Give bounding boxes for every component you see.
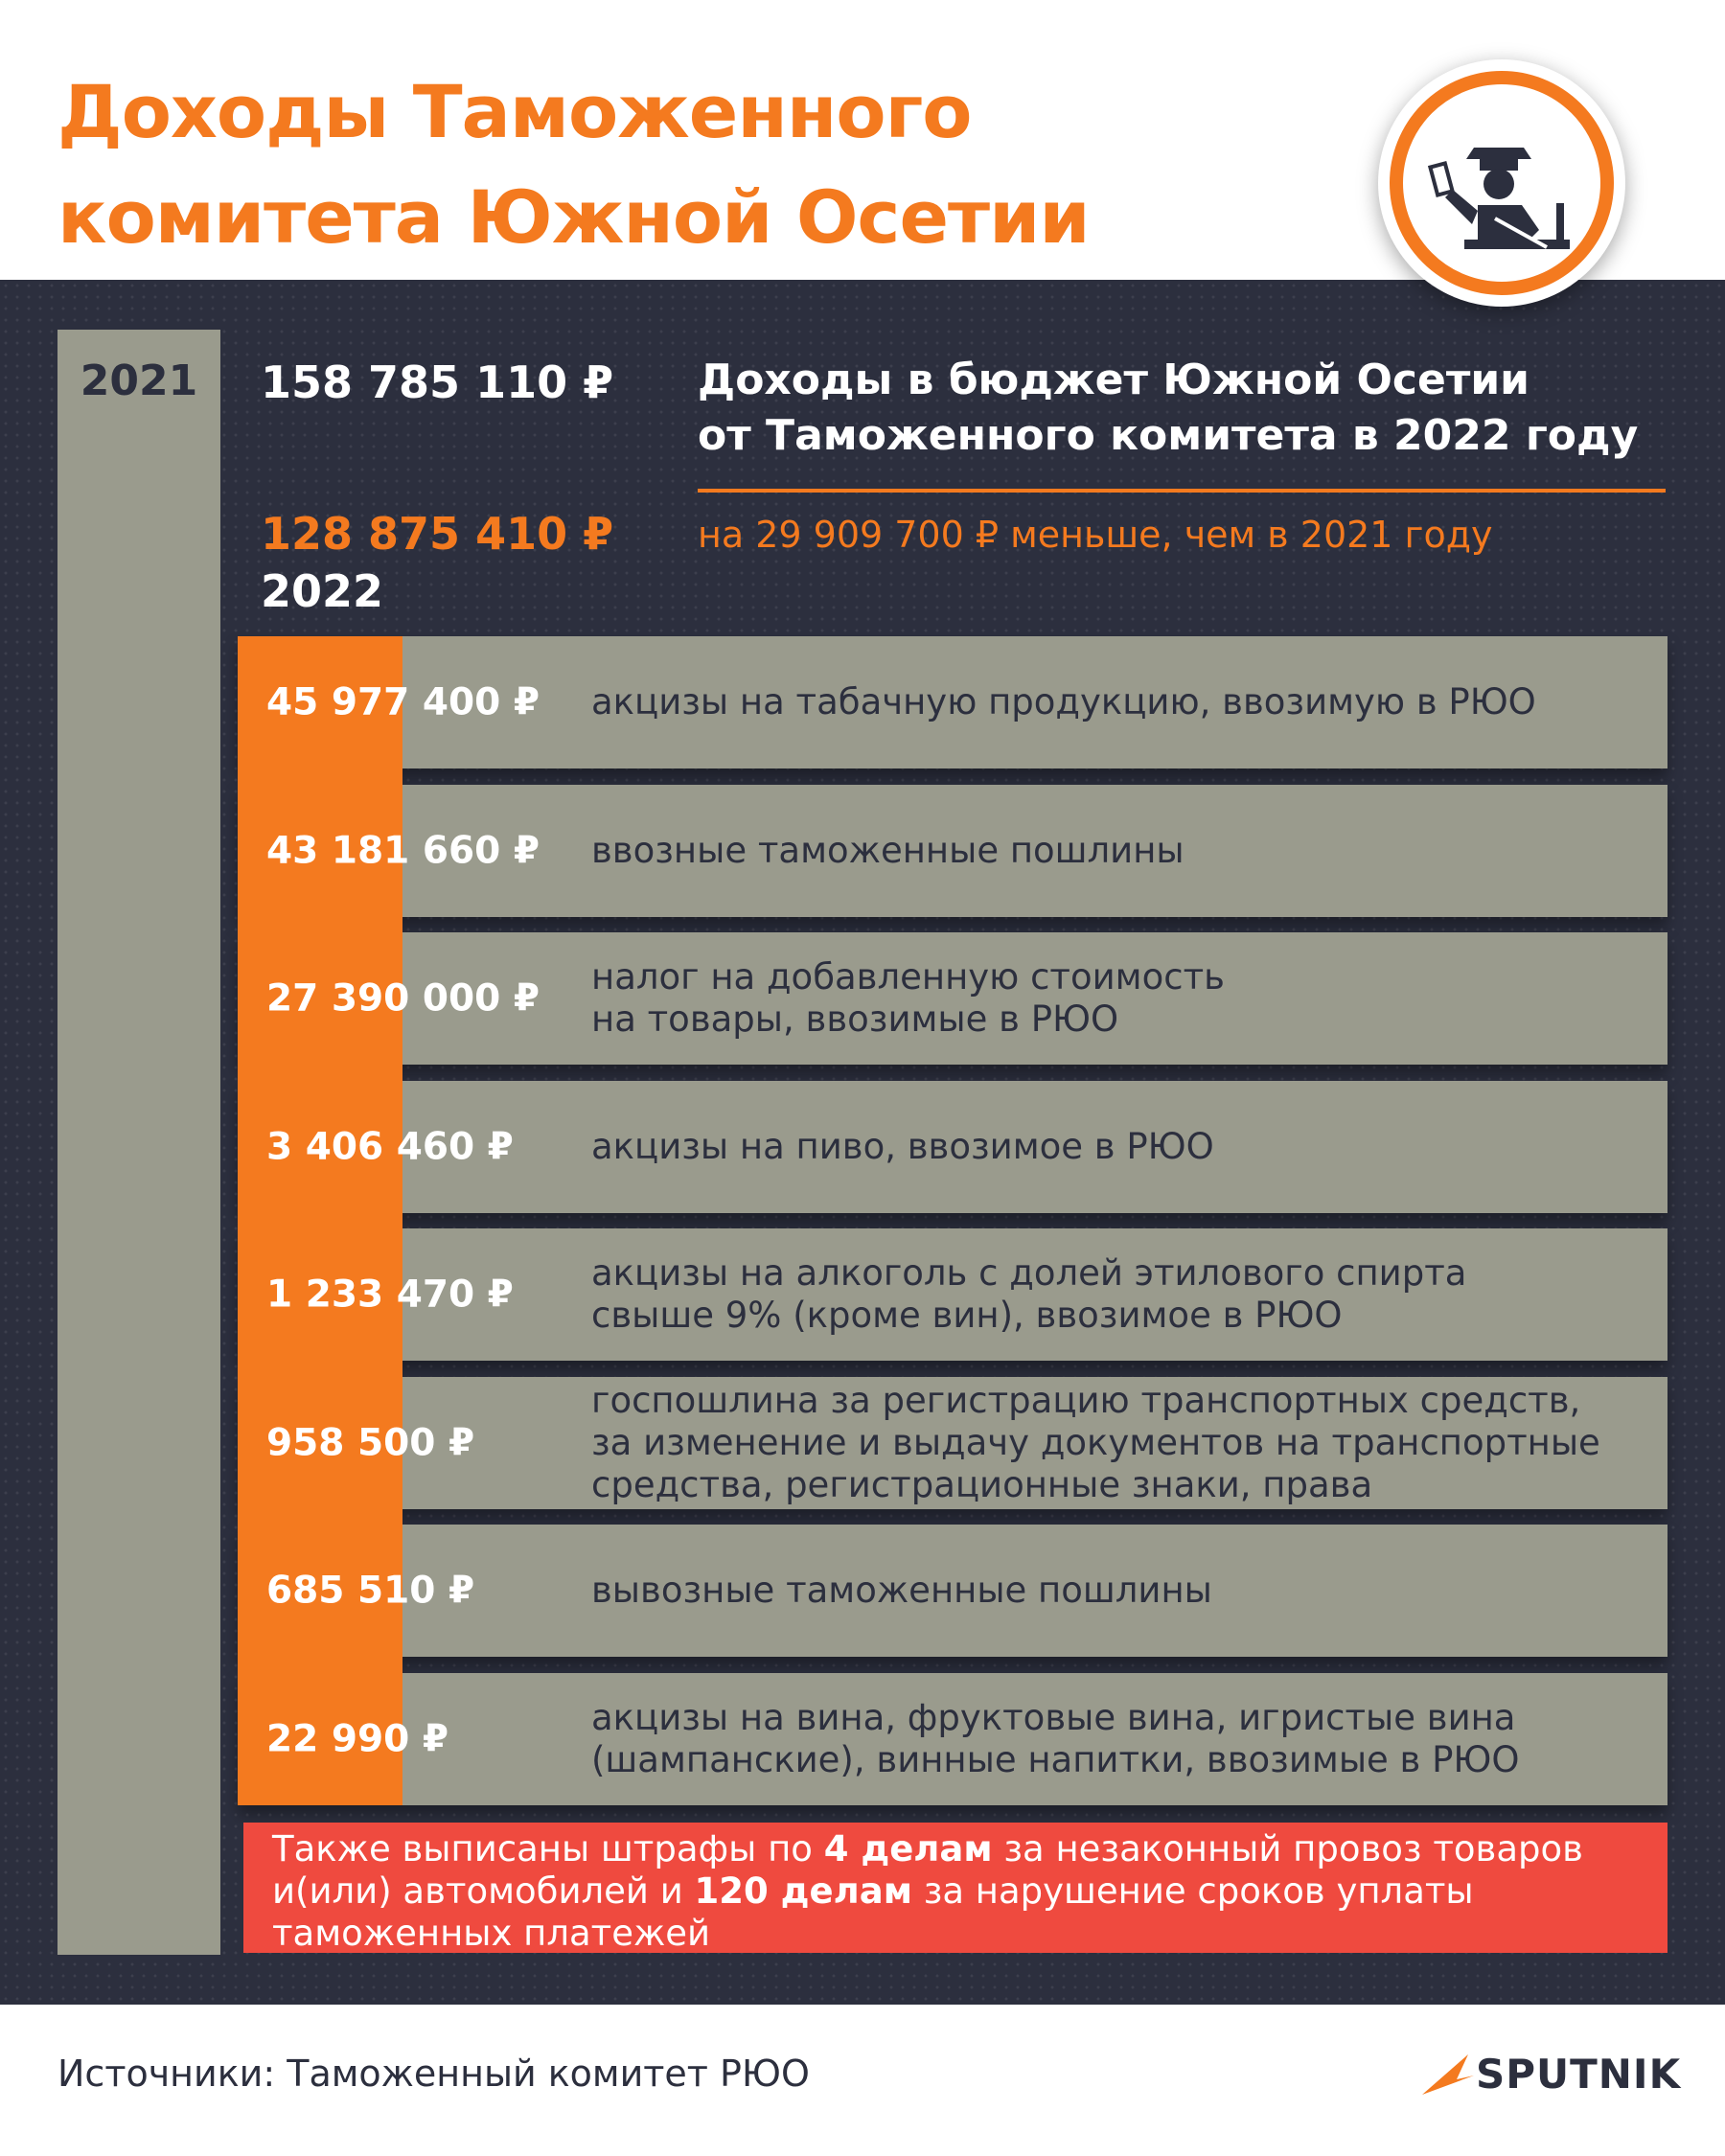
breakdown-value: 1 233 470 ₽ (266, 1273, 514, 1317)
total-2022-value: 128 875 410 ₽ (261, 508, 614, 560)
fines-count-1: 4 делам (823, 1828, 993, 1869)
year-2022-label: 2022 (261, 565, 384, 617)
fines-text-part-3: за нарушение сроков уплаты таможенных платежей (272, 1870, 1474, 1954)
breakdown-description: налог на добавленную стоимость на товары, ввозимые в РЮО (591, 956, 1225, 1040)
summary-subtitle-line-1: Доходы в бюджет Южной Осетии (698, 356, 1530, 404)
breakdown-2022-column (238, 636, 402, 1805)
breakdown-description: акцизы на табачную продукцию, ввозимую в РЮО (591, 681, 1536, 722)
title-line-1: Доходы Таможенного (58, 69, 972, 154)
subtitle-divider (698, 489, 1666, 493)
sources-note: Источники: Таможенный комитет РЮО (58, 2053, 810, 2095)
fines-note (243, 1823, 1668, 1953)
breakdown-description: акцизы на вина, фруктовые вина, игристые вина (шампанские), винные напитки, ввозимые в РЮО (591, 1696, 1520, 1780)
breakdown-value: 27 390 000 ₽ (266, 976, 540, 1021)
breakdown-value: 958 500 ₽ (266, 1421, 475, 1464)
breakdown-description: ввозные таможенные пошлины (591, 829, 1184, 871)
breakdown-value: 45 977 400 ₽ (266, 680, 540, 724)
fines-text-part-1: Также выписаны штрафы по (272, 1828, 824, 1869)
customs-officer-icon (1378, 59, 1625, 307)
fines-text (272, 1828, 1652, 1955)
fines-text-part-2: за незаконный провоз товаров и(или) автомобилей и (272, 1828, 1583, 1912)
summary-subtitle (698, 353, 1638, 464)
breakdown-description: вывозные таможенные пошлины (591, 1570, 1212, 1611)
fines-count-2: 120 делам (694, 1870, 912, 1912)
breakdown-description: акцизы на пиво, ввозимое в РЮО (591, 1125, 1214, 1167)
breakdown-value: 3 406 460 ₽ (266, 1125, 514, 1168)
summary-subtitle-line-2: от Таможенного комитета в 2022 году (698, 411, 1639, 460)
bar-2021 (58, 330, 220, 1955)
total-2021-value: 158 785 110 ₽ (261, 356, 614, 408)
bar-2021-year-label: 2021 (80, 356, 198, 405)
breakdown-description: госпошлина за регистрацию транспортных средств, за изменение и выдачу документов на транспортные средства, регистрационные знаки, права (591, 1379, 1600, 1505)
title-line-2: комитета Южной Осетии (58, 174, 1090, 260)
breakdown-value: 685 510 ₽ (266, 1569, 475, 1613)
brand-name: SPUTNIK (1476, 2051, 1682, 2098)
breakdown-value: 22 990 ₽ (266, 1717, 448, 1760)
page-title (58, 59, 1090, 270)
breakdown-description: акцизы на алкоголь с долей этилового спирта свыше 9% (кроме вин), ввозимое в РЮО (591, 1252, 1467, 1336)
difference-note: на 29 909 700 ₽ меньше, чем в 2021 году (698, 514, 1493, 556)
breakdown-value: 43 181 660 ₽ (266, 829, 540, 872)
